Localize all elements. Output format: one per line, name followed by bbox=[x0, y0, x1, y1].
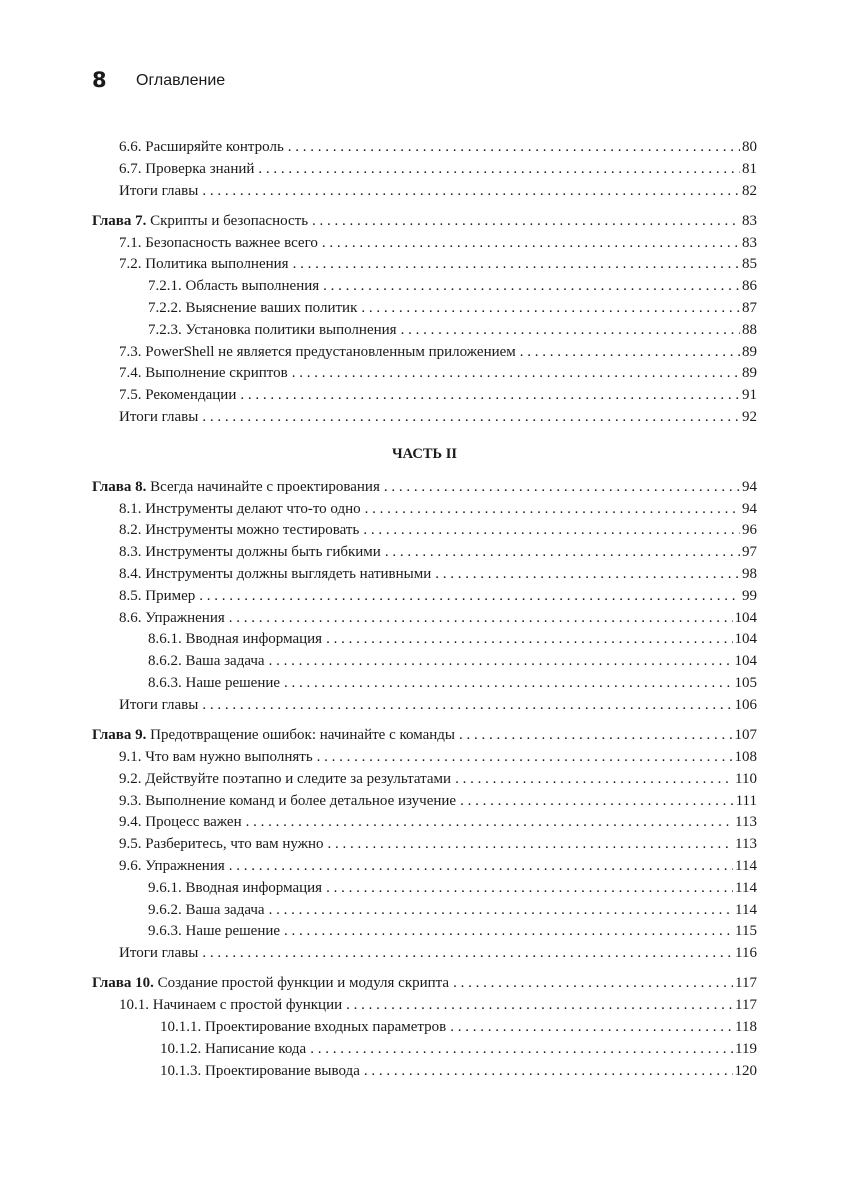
toc-entry-title: 7.1. Безопасность важнее всего bbox=[119, 234, 318, 251]
toc-page-number: 85 bbox=[742, 256, 757, 273]
toc-entry-7-3[interactable] bbox=[92, 342, 757, 364]
toc-page-number: 104 bbox=[734, 653, 757, 670]
leader-dots bbox=[435, 564, 740, 586]
toc-entry-title: 7.2.3. Установка политики выполнения bbox=[148, 321, 397, 338]
toc-page-number: 98 bbox=[742, 566, 757, 583]
chapter-title: Скрипты и безопасность bbox=[150, 212, 309, 229]
toc-page-number: 114 bbox=[735, 901, 757, 918]
toc-entry-ch7-summary[interactable] bbox=[92, 407, 757, 429]
toc-page-number: 110 bbox=[735, 770, 757, 787]
toc-entry-7-2[interactable] bbox=[92, 254, 757, 276]
toc-entry-8-6-1[interactable] bbox=[92, 629, 757, 651]
leader-dots bbox=[269, 651, 733, 673]
toc-entry-title: 7.2. Политика выполнения bbox=[119, 256, 289, 273]
toc-entry-title: 8.6.2. Ваша задача bbox=[148, 653, 265, 670]
leader-dots bbox=[460, 791, 734, 813]
toc-entry-title: 9.6. Упражнения bbox=[119, 857, 225, 874]
leader-dots bbox=[310, 1039, 733, 1061]
leader-dots bbox=[453, 973, 733, 995]
leader-dots bbox=[364, 1061, 733, 1083]
toc-page-number: 92 bbox=[742, 409, 757, 426]
toc-entry-9-6-1[interactable] bbox=[92, 878, 757, 900]
toc-entry-number: 6.7. bbox=[119, 160, 142, 177]
toc-entry-title: 9.6.3. Наше решение bbox=[148, 923, 281, 940]
toc-entry-title: Итоги главы bbox=[119, 409, 199, 426]
toc-entry-8-1[interactable] bbox=[92, 499, 757, 521]
toc-entry-title: 8.6. Упражнения bbox=[119, 609, 225, 626]
toc-entry-title: Проверка знаний bbox=[145, 160, 255, 177]
toc-chapter-8[interactable] bbox=[92, 477, 757, 499]
toc-entry-10-1-3[interactable] bbox=[92, 1061, 757, 1083]
toc-entry-8-3[interactable] bbox=[92, 542, 757, 564]
toc-entry-10-1[interactable] bbox=[92, 995, 757, 1017]
toc-entry-title: 7.2.2. Выяснение ваших политик bbox=[148, 300, 358, 317]
toc-entry-title: 7.5. Рекомендации bbox=[119, 387, 237, 404]
toc-chapter-10[interactable] bbox=[92, 973, 757, 995]
leader-dots bbox=[284, 921, 733, 943]
toc-page-number: 94 bbox=[742, 500, 757, 517]
toc-entry-9-1[interactable] bbox=[92, 747, 757, 769]
leader-dots bbox=[202, 943, 733, 965]
toc-page-number: 104 bbox=[734, 609, 757, 626]
toc-entry-number: 6.6. bbox=[119, 139, 142, 155]
toc-entry-10-1-1[interactable] bbox=[92, 1017, 757, 1039]
toc-entry-8-5[interactable] bbox=[92, 586, 757, 608]
toc-page-number: 117 bbox=[735, 997, 757, 1014]
toc-entry-title: 8.5. Пример bbox=[119, 587, 196, 604]
toc-entry-title: Итоги главы bbox=[119, 696, 199, 713]
toc-page-number: 119 bbox=[735, 1040, 757, 1057]
toc-page-number: 83 bbox=[742, 212, 757, 229]
toc-entry-title: 9.6.2. Ваша задача bbox=[148, 901, 265, 918]
leader-dots bbox=[323, 276, 740, 298]
leader-dots bbox=[284, 673, 732, 695]
toc-entry-9-6-3[interactable] bbox=[92, 921, 757, 943]
toc-page-number: 116 bbox=[735, 945, 757, 962]
leader-dots bbox=[292, 363, 740, 385]
leader-dots bbox=[328, 834, 734, 856]
toc-entry-7-2-2[interactable] bbox=[92, 298, 757, 320]
leader-dots bbox=[401, 320, 740, 342]
chapter-label: Глава 9. bbox=[92, 727, 147, 744]
toc-entry-8-4[interactable] bbox=[92, 564, 757, 586]
toc-page-number: 88 bbox=[742, 321, 757, 338]
toc-entry-title: Итоги главы bbox=[119, 945, 199, 962]
leader-dots bbox=[229, 856, 733, 878]
part-heading: ЧАСТЬ II bbox=[391, 445, 458, 462]
toc-page-number: 107 bbox=[734, 727, 757, 744]
leader-dots bbox=[384, 477, 740, 499]
toc-entry-9-6[interactable] bbox=[92, 856, 757, 878]
toc-entry-title: 9.6.1. Вводная информация bbox=[148, 879, 323, 896]
leader-dots bbox=[385, 542, 740, 564]
toc-entry-title: 8.2. Инструменты можно тестировать bbox=[119, 522, 360, 539]
toc-entry-9-3[interactable] bbox=[92, 791, 757, 813]
toc-entry-8-6-3[interactable] bbox=[92, 673, 757, 695]
toc-page-number: 120 bbox=[734, 1062, 757, 1079]
toc-page-number: 111 bbox=[735, 792, 757, 809]
leader-dots bbox=[312, 211, 740, 233]
toc-entry-title: 10.1.3. Проектирование вывода bbox=[160, 1062, 360, 1079]
toc-entry-ch6-summary[interactable] bbox=[92, 181, 757, 203]
toc-page-number: 118 bbox=[735, 1018, 757, 1035]
toc-entry-6-7[interactable] bbox=[92, 159, 757, 181]
leader-dots bbox=[202, 407, 740, 429]
leader-dots bbox=[202, 181, 740, 203]
toc-entry-ch8-summary[interactable] bbox=[92, 695, 757, 717]
toc-entry-7-1[interactable] bbox=[92, 233, 757, 255]
leader-dots bbox=[288, 137, 740, 159]
toc-page-number: 89 bbox=[742, 343, 757, 360]
leader-dots bbox=[326, 878, 733, 900]
chapter-title: Предотвращение ошибок: начинайте с команды bbox=[150, 727, 455, 744]
toc-page-number: 86 bbox=[742, 278, 757, 295]
chapter-title: Создание простой функции и модуля скрипта bbox=[157, 975, 450, 992]
toc-entry-title: 8.4. Инструменты должны выглядеть нативными bbox=[119, 566, 432, 583]
leader-dots bbox=[450, 1017, 733, 1039]
chapter-label: Глава 7. bbox=[92, 212, 147, 229]
chapter-label: Глава 8. bbox=[92, 478, 147, 495]
toc-entry-title: 10.1.2. Написание кода bbox=[160, 1040, 307, 1057]
leader-dots bbox=[365, 499, 740, 521]
toc-entry-9-4[interactable] bbox=[92, 812, 757, 834]
leader-dots bbox=[455, 769, 733, 791]
toc-entry-title: 10.1.1. Проектирование входных параметров bbox=[160, 1018, 447, 1035]
leader-dots bbox=[229, 608, 733, 630]
running-title: Оглавление bbox=[136, 72, 226, 89]
toc-entry-title: 10.1. Начинаем с простой функции bbox=[119, 997, 343, 1014]
toc-entry-8-2[interactable] bbox=[92, 520, 757, 542]
leader-dots bbox=[326, 629, 732, 651]
toc-entry-7-5[interactable] bbox=[92, 385, 757, 407]
toc-entry-title: 7.3. PowerShell не является предустановленным приложением bbox=[119, 343, 516, 360]
toc-chapter-9[interactable] bbox=[92, 725, 757, 747]
toc-page-number: 99 bbox=[742, 587, 757, 604]
toc-page-number: 114 bbox=[735, 879, 757, 896]
leader-dots bbox=[293, 254, 740, 276]
toc-page-number: 97 bbox=[742, 544, 757, 561]
toc-page-number: 105 bbox=[734, 675, 757, 692]
leader-dots bbox=[269, 900, 733, 922]
toc-entry-7-2-3[interactable] bbox=[92, 320, 757, 342]
toc-page-number: 81 bbox=[742, 160, 757, 177]
toc-entry-title: 8.3. Инструменты должны быть гибкими bbox=[119, 544, 381, 561]
leader-dots bbox=[361, 298, 740, 320]
toc-page-number: 89 bbox=[742, 365, 757, 382]
toc-page-number: 115 bbox=[735, 923, 757, 940]
toc-page-number: 114 bbox=[735, 857, 757, 874]
toc-entry-8-6-2[interactable] bbox=[92, 651, 757, 673]
toc-entry-6-6[interactable] bbox=[92, 137, 757, 159]
chapter-title: Всегда начинайте с проектирования bbox=[150, 478, 380, 495]
leader-dots bbox=[240, 385, 740, 407]
toc-entry-title: 9.4. Процесс важен bbox=[119, 814, 242, 831]
leader-dots bbox=[199, 586, 740, 608]
leader-dots bbox=[202, 695, 732, 717]
toc-page-number: 94 bbox=[742, 478, 757, 495]
toc-page-number: 108 bbox=[734, 748, 757, 765]
toc-entry-title: Итоги главы bbox=[119, 182, 199, 199]
leader-dots bbox=[520, 342, 740, 364]
toc-page-number: 82 bbox=[742, 182, 757, 199]
toc-entry-title: 9.1. Что вам нужно выполнять bbox=[119, 748, 313, 765]
leader-dots bbox=[346, 995, 733, 1017]
toc-entry-title: 8.6.3. Наше решение bbox=[148, 675, 281, 692]
toc-page-number: 83 bbox=[742, 234, 757, 251]
toc-entry-7-4[interactable] bbox=[92, 363, 757, 385]
toc-page-number: 113 bbox=[735, 814, 757, 831]
toc-entry-9-2[interactable] bbox=[92, 769, 757, 791]
toc-entry-9-6-2[interactable] bbox=[92, 900, 757, 922]
toc-entry-9-5[interactable] bbox=[92, 834, 757, 856]
toc-page-number: 117 bbox=[735, 975, 757, 992]
toc-entry-ch9-summary[interactable] bbox=[92, 943, 757, 965]
leader-dots bbox=[258, 159, 740, 181]
toc-entry-title: Расширяйте контроль bbox=[145, 139, 284, 155]
toc-entry-7-2-1[interactable] bbox=[92, 276, 757, 298]
toc-page-number: 91 bbox=[742, 387, 757, 404]
toc-page-number: 104 bbox=[734, 631, 757, 648]
toc-page-number: 106 bbox=[734, 696, 757, 713]
toc-entry-title: 9.5. Разберитесь, что вам нужно bbox=[119, 836, 324, 853]
toc-chapter-7[interactable] bbox=[92, 211, 757, 233]
toc-entry-title: 9.3. Выполнение команд и более детальное изучение bbox=[119, 792, 457, 809]
leader-dots bbox=[317, 747, 733, 769]
leader-dots bbox=[363, 520, 740, 542]
toc-page-number: 113 bbox=[735, 836, 757, 853]
table-of-contents bbox=[92, 137, 757, 1082]
leader-dots bbox=[459, 725, 733, 747]
toc-entry-title: 7.2.1. Область выполнения bbox=[148, 278, 320, 295]
leader-dots bbox=[322, 233, 740, 255]
toc-entry-title: 7.4. Выполнение скриптов bbox=[119, 365, 288, 382]
toc-entry-title: 9.2. Действуйте поэтапно и следите за результатами bbox=[119, 770, 452, 787]
toc-page-number: 96 bbox=[742, 522, 757, 539]
leader-dots bbox=[246, 812, 733, 834]
toc-entry-title: 8.1. Инструменты делают что-то одно bbox=[119, 500, 361, 517]
toc-entry-8-6[interactable] bbox=[92, 608, 757, 630]
toc-page-number: 87 bbox=[742, 300, 757, 317]
page-number: 8 bbox=[92, 68, 107, 92]
chapter-label: Глава 10. bbox=[92, 975, 154, 992]
toc-entry-10-1-2[interactable] bbox=[92, 1039, 757, 1061]
toc-page-number: 80 bbox=[742, 139, 757, 155]
toc-entry-title: 8.6.1. Вводная информация bbox=[148, 631, 323, 648]
